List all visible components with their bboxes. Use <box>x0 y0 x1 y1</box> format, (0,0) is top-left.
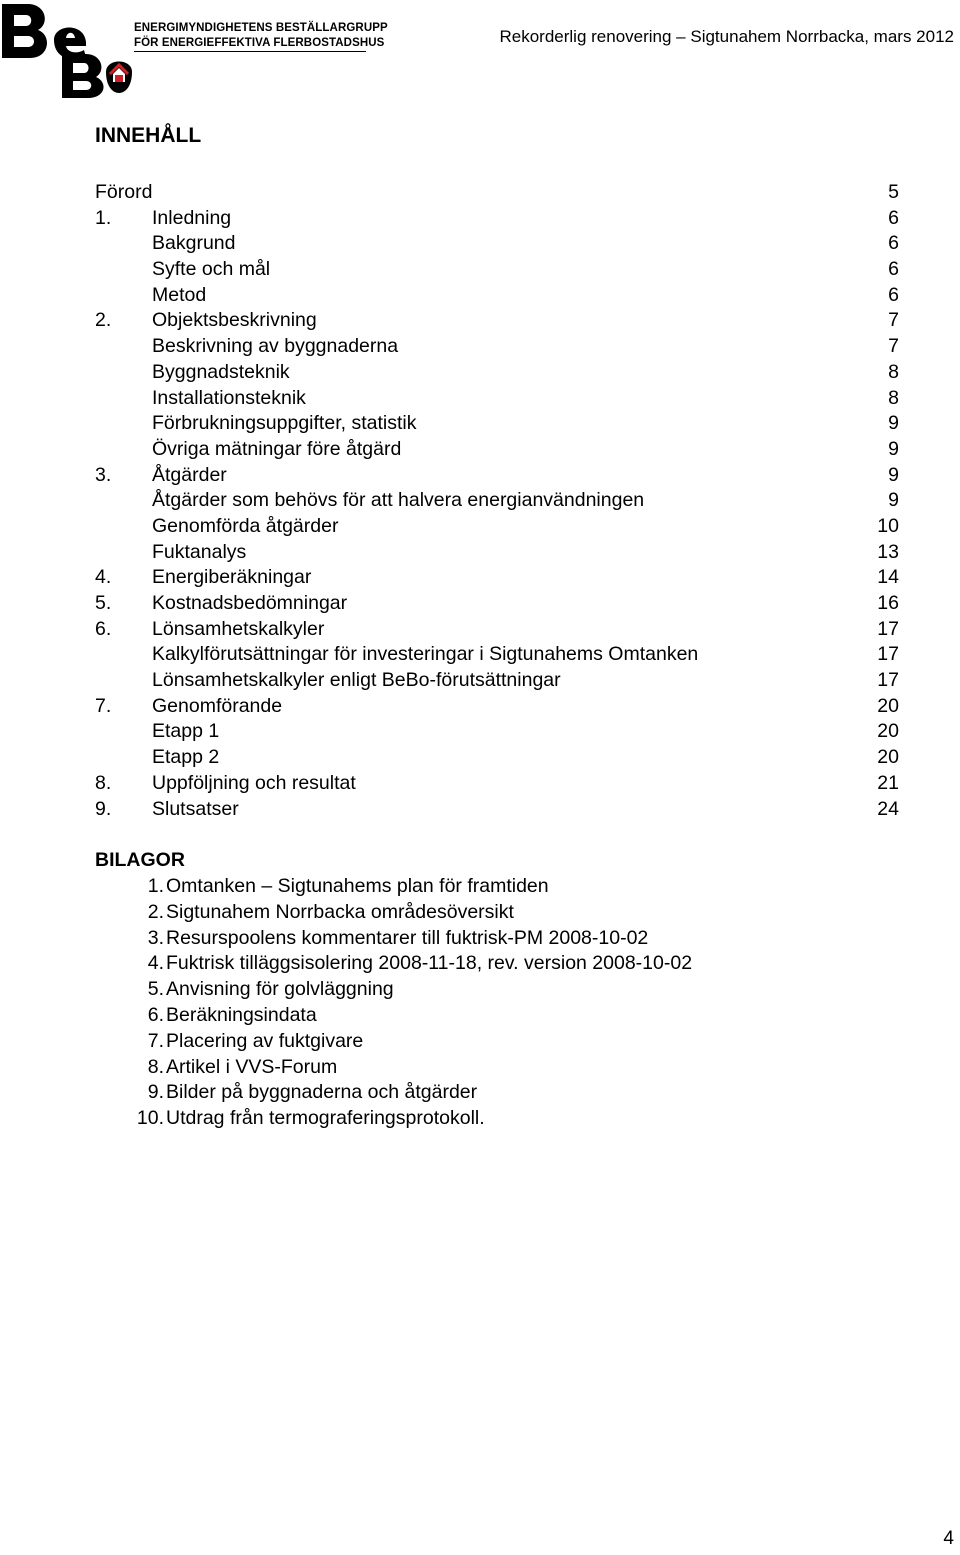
toc-entry-number: 8. <box>95 771 112 794</box>
appendix-number: 2. <box>147 900 164 923</box>
toc-entry[interactable] <box>95 257 899 283</box>
toc-entry[interactable] <box>95 360 899 386</box>
toc-entry-page: 16 <box>877 592 899 614</box>
appendix-label: Anvisning för golvläggning <box>166 978 394 1001</box>
toc-entry-page: 9 <box>888 437 899 460</box>
toc-entry-label: Genomförda åtgärder <box>152 514 339 537</box>
appendix-label: Utdrag från termograferingsprotokoll. <box>166 1107 485 1130</box>
toc-entry[interactable] <box>95 463 899 489</box>
toc-entry[interactable] <box>95 386 899 412</box>
toc-entry-page: 6 <box>888 206 899 229</box>
toc-heading: INNEHÅLL <box>95 124 202 147</box>
appendix-number: 1. <box>147 875 164 897</box>
toc-entry[interactable] <box>95 283 899 309</box>
toc-entry[interactable] <box>95 411 899 437</box>
toc-entry-label: Etapp 1 <box>152 720 220 743</box>
toc-entry-label: Byggnadsteknik <box>152 360 290 383</box>
document-title: Rekorderlig renovering – Sigtunahem Norrbacka, mars 2012 <box>499 27 954 46</box>
toc-entry-label: Inledning <box>152 206 232 229</box>
toc-entry-page: 20 <box>877 720 899 743</box>
toc-entry-page: 8 <box>888 386 899 409</box>
toc-entry[interactable] <box>95 334 899 360</box>
toc-entry-label: Slutsatser <box>152 797 239 820</box>
appendix-item <box>95 951 855 977</box>
appendix-item <box>95 900 855 926</box>
toc-entry-page: 9 <box>888 489 899 512</box>
toc-entry-page: 8 <box>888 360 899 383</box>
toc-entry-label: Metod <box>152 283 207 306</box>
toc-entry[interactable] <box>95 745 899 771</box>
toc-entry[interactable] <box>95 231 899 257</box>
appendix-number: 5. <box>147 978 164 1001</box>
toc-entry-label: Förbrukningsuppgifter, statistik <box>152 412 417 435</box>
appendices-list <box>95 874 855 1132</box>
toc-entry-page: 9 <box>888 463 899 486</box>
appendix-label: Placering av fuktgivare <box>166 1029 364 1052</box>
toc-entry-page: 13 <box>877 540 899 563</box>
org-line-1: ENERGIMYNDIGHETENS BESTÄLLARGRUPP <box>134 22 388 34</box>
toc-entry[interactable] <box>95 642 899 668</box>
toc-entry-label: Övriga mätningar före åtgärd <box>152 437 402 460</box>
toc-entry-page: 17 <box>877 617 899 640</box>
toc-entry-number: 2. <box>95 309 112 332</box>
appendix-label: Sigtunahem Norrbacka områdesöversikt <box>166 900 514 923</box>
appendices-heading: BILAGOR <box>95 849 185 871</box>
appendix-number: 10. <box>136 1107 164 1130</box>
toc-entry-page: 17 <box>877 669 899 692</box>
appendix-number: 7. <box>147 1029 164 1052</box>
toc-entry-number: 5. <box>95 592 112 614</box>
toc-entry-label: Kalkylförutsättningar för investeringar i Sigtunahems Omtanken <box>152 643 699 666</box>
toc-entry-page: 20 <box>877 746 899 769</box>
toc-entry[interactable] <box>95 437 899 463</box>
toc-entry-label: Energiberäkningar <box>152 566 312 589</box>
toc-entry[interactable] <box>95 308 899 334</box>
toc-entry-page: 10 <box>877 514 899 537</box>
toc-entry[interactable] <box>95 514 899 540</box>
toc-entry-label: Beskrivning av byggnaderna <box>152 335 399 358</box>
toc-entry-label: Åtgärder <box>152 463 227 486</box>
toc-entry-label: Fuktanalys <box>152 540 247 563</box>
appendix-label: Bilder på byggnaderna och åtgärder <box>166 1081 478 1104</box>
toc-entry-number: 3. <box>95 463 112 486</box>
appendix-number: 4. <box>147 952 164 975</box>
toc-entry[interactable] <box>95 617 899 643</box>
appendix-label: Beräkningsindata <box>166 1003 317 1026</box>
toc-entry[interactable] <box>95 591 899 617</box>
toc-entry-number: 7. <box>95 694 112 717</box>
toc-entry-number: 1. <box>95 206 112 229</box>
page-number: 4 <box>943 1528 954 1549</box>
appendix-label: Fuktrisk tilläggsisolering 2008-11-18, rev. version 2008-10-02 <box>166 952 693 975</box>
toc-entry-page: 7 <box>888 335 899 358</box>
appendix-number: 6. <box>147 1003 164 1026</box>
toc-entry-page: 21 <box>877 771 899 794</box>
toc-entry-label: Förord <box>95 181 153 203</box>
toc-entry-label: Syfte och mål <box>152 258 271 281</box>
toc-entry-number: 9. <box>95 797 112 820</box>
toc-entry-page: 17 <box>877 643 899 666</box>
toc-entry-page: 6 <box>888 283 899 306</box>
toc-entry-page: 7 <box>888 309 899 332</box>
toc-entry[interactable] <box>95 488 899 514</box>
toc-entry-page: 14 <box>877 566 899 589</box>
toc-entry[interactable] <box>95 771 899 797</box>
appendix-item <box>95 1055 855 1081</box>
toc-entry-label: Installationsteknik <box>152 386 306 409</box>
toc-entry-label: Lönsamhetskalkyler <box>152 617 325 640</box>
toc-entry[interactable] <box>95 565 899 591</box>
org-line-2: FÖR ENERGIEFFEKTIVA FLERBOSTADSHUS <box>134 36 366 52</box>
toc-entry-label: Kostnadsbedömningar <box>152 592 348 614</box>
toc-entry-label: Genomförande <box>152 694 283 717</box>
toc-entry-label: Bakgrund <box>152 232 236 255</box>
appendix-item <box>95 1080 855 1106</box>
toc-entry-label: Objektsbeskrivning <box>152 309 317 332</box>
bebo-logo <box>0 0 135 100</box>
toc-entry[interactable] <box>95 206 899 232</box>
toc-entry-label: Åtgärder som behövs för att halvera energianvändningen <box>152 489 645 512</box>
appendix-number: 9. <box>147 1081 164 1104</box>
toc-entry-page: 5 <box>888 181 899 203</box>
toc-entry[interactable] <box>95 797 899 823</box>
toc-entry[interactable] <box>95 540 899 566</box>
organization-name <box>134 21 388 52</box>
appendix-item <box>95 1106 855 1132</box>
appendix-label: Artikel i VVS-Forum <box>166 1055 338 1078</box>
toc-entry-label: Lönsamhetskalkyler enligt BeBo-förutsättningar <box>152 669 561 692</box>
toc-entry-page: 9 <box>888 412 899 435</box>
appendix-item <box>95 977 855 1003</box>
appendix-number: 8. <box>147 1055 164 1078</box>
toc-entry[interactable] <box>95 719 899 745</box>
appendix-item <box>95 1003 855 1029</box>
toc-entry-number: 6. <box>95 617 112 640</box>
toc-entry-label: Etapp 2 <box>152 746 220 769</box>
toc-entry-number: 4. <box>95 566 112 589</box>
toc-entry[interactable] <box>95 180 899 206</box>
appendix-item <box>95 926 855 952</box>
appendix-label: Omtanken – Sigtunahems plan för framtiden <box>166 875 549 897</box>
toc-entry[interactable] <box>95 668 899 694</box>
appendix-item <box>95 874 855 900</box>
page-header <box>0 0 960 105</box>
toc-entry-page: 20 <box>877 694 899 717</box>
toc-entry-page: 6 <box>888 232 899 255</box>
toc-entry-label: Uppföljning och resultat <box>152 771 356 794</box>
appendix-label: Resurspoolens kommentarer till fuktrisk-PM 2008-10-02 <box>166 926 649 949</box>
toc-entry-page: 24 <box>877 797 899 820</box>
toc-entry-page: 6 <box>888 258 899 281</box>
table-of-contents <box>95 180 899 822</box>
toc-entry[interactable] <box>95 694 899 720</box>
appendix-number: 3. <box>147 926 164 949</box>
appendix-item <box>95 1029 855 1055</box>
